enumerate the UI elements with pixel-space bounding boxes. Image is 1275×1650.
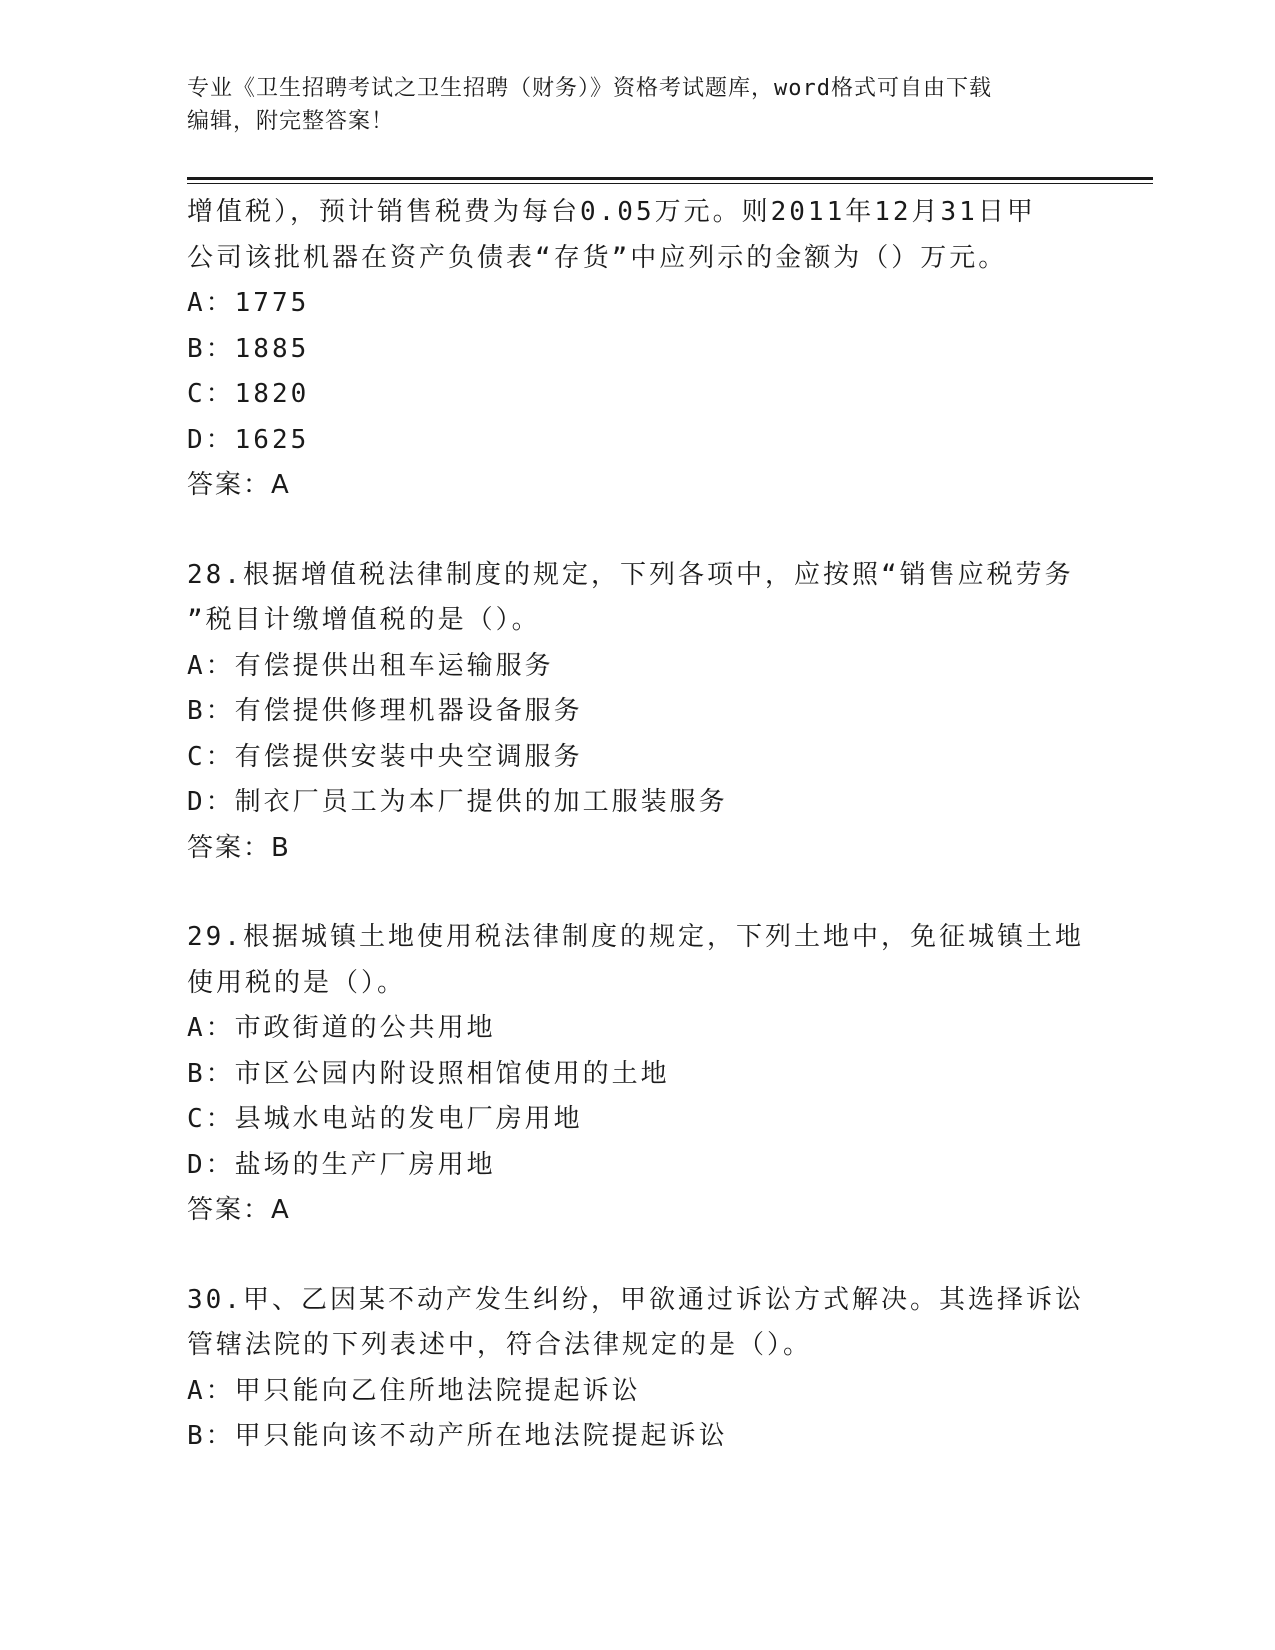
option-d: D：1625 (187, 424, 310, 455)
option-a: A：市政街道的公共用地 (187, 1013, 496, 1043)
header-line-1: 专业《卫生招聘考试之卫生招聘（财务）》资格考试题库，word格式可自由下载 (187, 76, 992, 101)
option-b: B：有偿提供修理机器设备服务 (187, 696, 583, 726)
answer: 答案：B (187, 832, 291, 863)
option-c: C：县城水电站的发电厂房用地 (187, 1104, 583, 1134)
answer: 答案：A (187, 470, 291, 500)
answer: 答案：A (187, 1195, 291, 1225)
question-text: 使用税的是（）。 (187, 967, 407, 998)
question-27 (187, 190, 1087, 509)
header-line-2: 编辑，附完整答案！ (187, 109, 395, 134)
option-c: C：1820 (187, 379, 310, 409)
option-a: A：1775 (187, 288, 310, 318)
document-header (187, 72, 1077, 138)
header-rule-thick (187, 177, 1153, 180)
question-content (187, 190, 1087, 1460)
question-30 (187, 1278, 1087, 1460)
question-text: 28.根据增值税法律制度的规定，下列各项中，应按照“销售应税劳务 (187, 559, 1074, 590)
question-text: 30.甲、乙因某不动产发生纠纷，甲欲通过诉讼方式解决。其选择诉讼 (187, 1284, 1084, 1315)
option-b: B：甲只能向该不动产所在地法院提起诉讼 (187, 1421, 728, 1451)
question-text: ”税目计缴增值税的是（）。 (187, 605, 541, 635)
header-rule-thin (187, 183, 1153, 184)
question-text: 公司该批机器在资产负债表“存货”中应列示的金额为（）万元。 (187, 242, 1008, 273)
question-text: 29.根据城镇土地使用税法律制度的规定，下列土地中，免征城镇土地 (187, 922, 1084, 952)
question-29 (187, 915, 1087, 1234)
option-a: A：甲只能向乙住所地法院提起诉讼 (187, 1375, 641, 1406)
option-b: B：1885 (187, 333, 310, 364)
question-28 (187, 553, 1087, 872)
question-text: 增值税），预计销售税费为每台0.05万元。则2011年12月31日甲 (187, 197, 1036, 227)
question-text: 管辖法院的下列表述中，符合法律规定的是（）。 (187, 1330, 813, 1360)
option-a: A：有偿提供出租车运输服务 (187, 650, 554, 681)
option-d: D：盐场的生产厂房用地 (187, 1149, 496, 1180)
option-c: C：有偿提供安装中央空调服务 (187, 741, 583, 772)
option-b: B：市区公园内附设照相馆使用的土地 (187, 1058, 670, 1089)
option-d: D：制衣厂员工为本厂提供的加工服装服务 (187, 787, 728, 817)
